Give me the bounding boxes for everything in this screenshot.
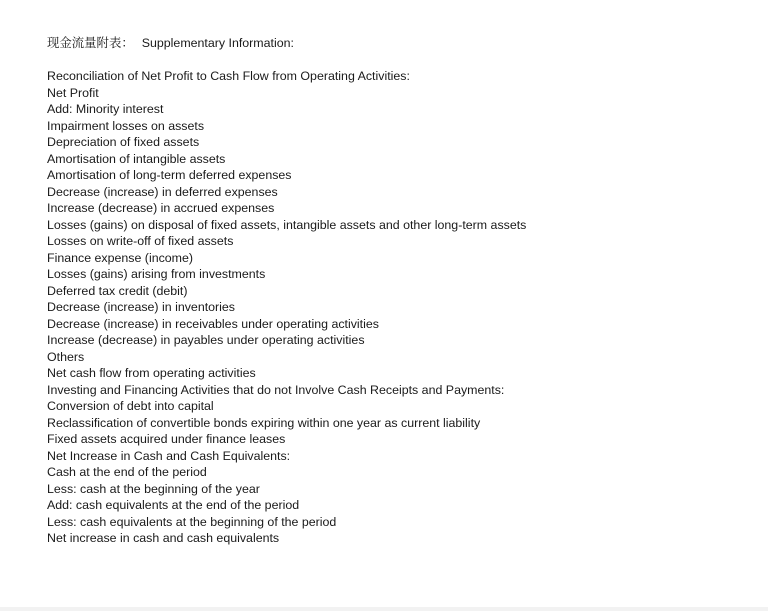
text-line: Increase (decrease) in payables under operating activities bbox=[47, 333, 365, 347]
header-chinese-title: 现金流量附表： bbox=[47, 35, 134, 50]
text-line: Net Increase in Cash and Cash Equivalents: bbox=[47, 448, 291, 463]
text-line: Less: cash equivalents at the beginning of the period bbox=[47, 514, 337, 529]
text-line: Net Profit bbox=[47, 85, 99, 100]
text-line: Add: cash equivalents at the end of the period bbox=[47, 498, 300, 512]
text-line: Net cash flow from operating activities bbox=[47, 366, 256, 380]
text-line: Decrease (increase) in inventories bbox=[47, 300, 236, 314]
text-line: Reconciliation of Net Profit to Cash Flow from Operating Activities: bbox=[47, 69, 410, 83]
text-line: Impairment losses on assets bbox=[47, 118, 205, 133]
text-line: Fixed assets acquired under finance leases bbox=[47, 432, 286, 446]
text-line: Add: Minority interest bbox=[47, 102, 164, 116]
text-line: Investing and Financing Activities that do not Involve Cash Receipts and Payments: bbox=[47, 382, 505, 397]
bottom-edge bbox=[0, 607, 768, 611]
text-line: Depreciation of fixed assets bbox=[47, 135, 200, 149]
line-list bbox=[47, 68, 747, 547]
header-english-title: Supplementary Information: bbox=[141, 36, 294, 50]
text-line: Cash at the end of the period bbox=[47, 465, 207, 479]
text-line: Increase (decrease) in accrued expenses bbox=[47, 201, 275, 215]
text-line: Losses (gains) arising from investments bbox=[47, 267, 266, 281]
text-line: Losses on write-off of fixed assets bbox=[47, 234, 234, 248]
text-line: Others bbox=[47, 349, 85, 364]
text-line: Less: cash at the beginning of the year bbox=[47, 481, 260, 496]
text-line: Deferred tax credit (debit) bbox=[47, 283, 188, 298]
text-line: Reclassification of convertible bonds expiring within one year as current liability bbox=[47, 415, 481, 430]
text-line: Decrease (increase) in receivables under operating activities bbox=[47, 316, 379, 331]
text-line: Decrease (increase) in deferred expenses bbox=[47, 184, 278, 199]
text-line: Finance expense (income) bbox=[47, 250, 194, 265]
text-line: Losses (gains) on disposal of fixed assets, intangible assets and other long-term assets bbox=[47, 217, 527, 232]
text-line: Amortisation of long-term deferred expenses bbox=[47, 168, 292, 182]
header-spacer bbox=[47, 52, 747, 69]
text-line: Net increase in cash and cash equivalents bbox=[47, 531, 280, 545]
text-line: Amortisation of intangible assets bbox=[47, 151, 226, 166]
document-content bbox=[47, 35, 747, 547]
text-line: Conversion of debt into capital bbox=[47, 399, 214, 413]
document-header bbox=[47, 35, 747, 52]
